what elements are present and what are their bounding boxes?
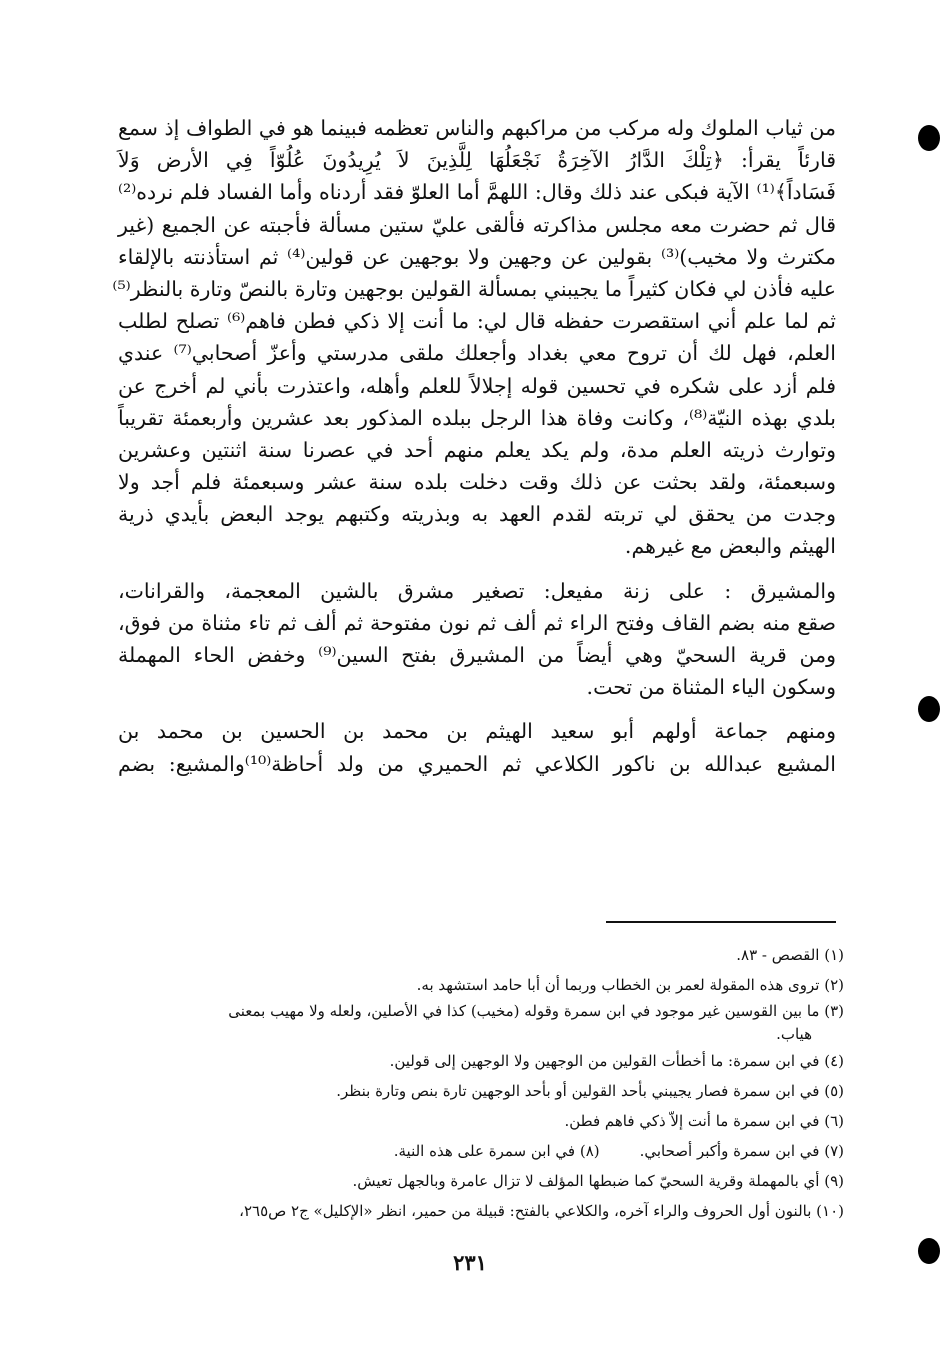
text-line: قال ثم حضرت معه مجلس مذاكرته فألقى عليّ ستين مسألة فأجبته عن الجميع (غير bbox=[118, 212, 836, 237]
text-line: المشيع عبدالله بن ناكور الكلاعي ثم الحميري من ولد أحاظة⁽¹⁰⁾والمشيع: بضم bbox=[118, 751, 836, 776]
footnote: (١) القصص - ٨٣. bbox=[736, 946, 844, 964]
paragraph-gap bbox=[118, 563, 836, 575]
text-line: وتوارث ذريته العلم مدة، ولم يكد يعلم منهم أحد في عصرنا سنة اثنتين وعشرين bbox=[118, 437, 836, 462]
footnote: (٧) في ابن سمرة وأكبر أصحابي. bbox=[639, 1142, 844, 1160]
text-line: ومن قرية السحيّ وهي أيضاً من المشيرق بفتح السين⁽⁹⁾ وخفض الحاء المهملة bbox=[118, 643, 836, 667]
footnote-continuation: هياب. bbox=[776, 1025, 812, 1043]
text-line: ومنهم جماعة أولهم أبو سعيد الهيثم بن محمد بن الحسين بن محمد بن bbox=[118, 719, 836, 744]
punch-hole-bottom bbox=[918, 1238, 940, 1264]
footnote: (٨) في ابن سمرة على هذه النية. bbox=[393, 1142, 600, 1160]
footnote: (١٠) بالنون أول الحروف والراء آخره، والكلاعي بالفتح: قبيلة من حمير، انظر «الإكليل» ج٢ ص٢٦٥، bbox=[239, 1202, 844, 1220]
footnote-separator bbox=[606, 921, 836, 923]
footnotes bbox=[118, 940, 844, 1226]
footnote: (٢) تروى هذه المقولة لعمر بن الخطاب وربما أن أبا حامد استشهد به. bbox=[416, 976, 844, 994]
footnote: (٣) ما بين القوسين غير موجود في ابن سمرة وقوله (مخيب) كذا في الأصلين، ولعله ولا مهيب بمعنى bbox=[228, 1002, 844, 1020]
text-line: بلدي بهذه النيّة⁽⁸⁾، وكانت وفاة هذا الرجل ببلده المذكور بعد عشرين وأربعمئة تقريباً bbox=[118, 405, 836, 430]
text-line: العلم، فهل لك أن تروح معي بغداد وأجعلك ملقى مدرستي وأعزّ أصحابي⁽⁷⁾ عندي bbox=[118, 341, 836, 366]
text-line: فلم أزد على شكره في تحسين قوله إجلالاً للعلم وأهله، واعتذرت بأني لم أخرج عن bbox=[118, 373, 836, 398]
footnote: (٦) في ابن سمرة ما أنت إلاّ ذكي فاهم فطن. bbox=[564, 1112, 844, 1130]
footnote: (٩) أي بالمهملة وقرية السحيّ كما ضبطها المؤلف لا تزال عامرة وبالجهل تعيش. bbox=[352, 1172, 844, 1190]
punch-hole-middle bbox=[918, 696, 940, 722]
text-line: قارئاً يقرأ: ﴿تِلْكَ الدَّارُ الآخِرَةُ نَجْعَلُهَا لِلَّذِينَ لاَ يُرِيدُونَ عُلُوّاً فِي الأرض وَلاَ bbox=[118, 148, 836, 173]
text-line: والمشيرق : على زنة مفيعل: تصغير مشرق بالشين المعجمة، والقرانات، bbox=[118, 578, 836, 603]
footnote-pair bbox=[118, 1136, 844, 1166]
paragraph-gap bbox=[118, 703, 836, 715]
text-line: فَسَاداً﴾⁽¹⁾ الآية فبكى عند ذلك وقال: اللهمَّ أما العلوّ فقد أردناه وأما الفساد فلم نرده⁽²⁾ bbox=[118, 180, 836, 205]
text-line: وسكون الياء المثناة من تحت. bbox=[586, 675, 836, 700]
text-line: وجدت من يحقق لي تربته لقدم العهد به وبذريته وكتبهم يوجد البعض بأيدي ذرية bbox=[118, 502, 836, 527]
punch-hole-top bbox=[918, 125, 940, 151]
text-line: مكترث ولا مخيب)⁽³⁾ بقولين عن وجهين ولا بوجهين عن قولين⁽⁴⁾ ثم استأذنته بالإلقاء bbox=[118, 244, 836, 269]
footnote: (٥) في ابن سمرة فصار يجيبني بأحد القولين أو بأحد الوجهين تارة بنص وتارة بنظر. bbox=[336, 1082, 844, 1100]
text-line: الهيثم والبعض مع غيرهم. bbox=[624, 534, 836, 559]
main-text bbox=[112, 112, 836, 780]
text-line: ثم لما علم أني استقصرت حفظه قال لي: ما أنت إلا ذكي فطن فاهم⁽⁶⁾ تصلح لطلب bbox=[118, 309, 836, 334]
page-number: ٢٣١ bbox=[453, 1250, 487, 1275]
text-line: وسبعمئة، ولقد بحثت عن ذلك وقت دخلت بلده سنة عشر وسبعمئة فلم أجد ولا bbox=[118, 470, 836, 495]
footnote: (٤) في ابن سمرة: ما أخطأت القولين من الوجهين ولا الوجهين إلى قولين. bbox=[389, 1052, 844, 1070]
text-line: عليه فأذن لي فكان كثيراً ما يجيبني بمسألة القولين بوجهين وتارة بالنصّ وتارة بالنظر⁽⁵⁾ bbox=[112, 276, 836, 301]
text-line: صقع منه بضم القاف وفتح الراء ثم ألف ثم نون مفتوحة ثم ألف ثم تاء مثناة من فوق، bbox=[118, 610, 836, 635]
text-line: من ثياب الملوك وله مركب من مراكبهم والناس تعظمه فبينما هو في الطواف إذ سمع bbox=[118, 116, 836, 140]
